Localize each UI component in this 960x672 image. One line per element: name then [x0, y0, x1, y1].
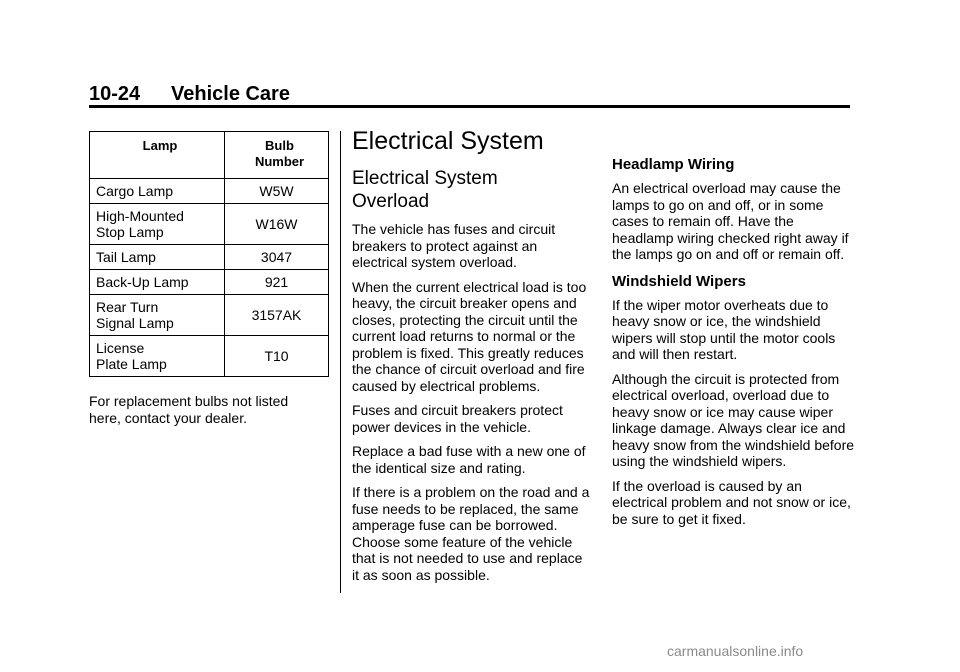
overload-body — [352, 221, 592, 583]
bulb-cell: 921 — [225, 270, 329, 295]
electrical-system-heading: Electrical System — [352, 127, 544, 155]
right-column — [612, 156, 857, 535]
bulb-table — [89, 131, 329, 377]
overload-subheading: Electrical System Overload — [352, 168, 498, 212]
column-header-bulb-number: Bulb Number — [225, 132, 329, 179]
paragraph: When the current electrical load is too heavy, the circuit breaker opens and closes, protecting the circuit until the current load returns to normal or the problem is fixed. This greatly reduces the chance of circuit overload and fire caused by electrical problems. — [352, 278, 587, 394]
watermark: carmanualsonline.info — [667, 643, 804, 659]
middle-column — [352, 125, 592, 591]
page-number: 10-24 — [89, 83, 141, 105]
lamp-cell: License Plate Lamp — [90, 336, 225, 377]
table-row — [90, 245, 329, 270]
column-header-lamp: Lamp — [90, 132, 225, 179]
bulb-cell: 3047 — [225, 245, 329, 270]
bulb-cell: T10 — [225, 336, 329, 377]
table-note: For replacement bulbs not listed here, contact your dealer. — [89, 393, 289, 426]
lamp-cell: High-Mounted Stop Lamp — [90, 204, 225, 245]
paragraph: If the wiper motor overheats due to heavy snow or ice, the windshield wipers will stop until the motor cools and will then restart. — [612, 296, 836, 362]
column-divider — [340, 131, 341, 593]
section-title: Vehicle Care — [171, 83, 290, 105]
paragraph: If there is a problem on the road and a fuse needs to be replaced, the same amperage fuse can be borrowed. Choose some feature of the vehicle that is not needed to use and replace it as soon as possible. — [352, 484, 590, 583]
paragraph: The vehicle has fuses and circuit breakers to protect against an electrical system overload. — [352, 221, 556, 270]
bulb-cell: W16W — [225, 204, 329, 245]
table-row — [90, 295, 329, 336]
bulb-cell: 3157AK — [225, 295, 329, 336]
paragraph: If the overload is caused by an electrical problem and not snow or ice, be sure to get it fixed. — [612, 477, 851, 527]
paragraph: Fuses and circuit breakers protect power devices in the vehicle. — [352, 402, 563, 435]
bulb-cell: W5W — [225, 179, 329, 204]
lamp-cell: Back-Up Lamp — [90, 270, 225, 295]
table-row — [90, 179, 329, 204]
header-rule — [89, 105, 850, 108]
lamp-cell: Tail Lamp — [90, 245, 225, 270]
paragraph: An electrical overload may cause the lamps to go on and off, or in some cases to remain off. Have the headlamp wiring checked right away if the lamps go on and off or remain off. — [612, 180, 849, 262]
lamp-cell: Cargo Lamp — [90, 179, 225, 204]
windshield-wipers-heading: Windshield Wipers — [612, 272, 746, 290]
left-column — [89, 131, 329, 426]
page-header — [89, 82, 849, 106]
table-row — [90, 336, 329, 377]
table-row — [90, 270, 329, 295]
table-row — [90, 204, 329, 245]
headlamp-wiring-heading: Headlamp Wiring — [612, 156, 735, 173]
paragraph: Although the circuit is protected from electrical overload, overload due to heavy snow or ice may cause wiper linkage damage. Always clear ice and heavy snow from the windshield before using the windshield wipers. — [612, 370, 855, 469]
lamp-cell: Rear Turn Signal Lamp — [90, 295, 225, 336]
paragraph: Replace a bad fuse with a new one of the identical size and rating. — [352, 443, 586, 476]
